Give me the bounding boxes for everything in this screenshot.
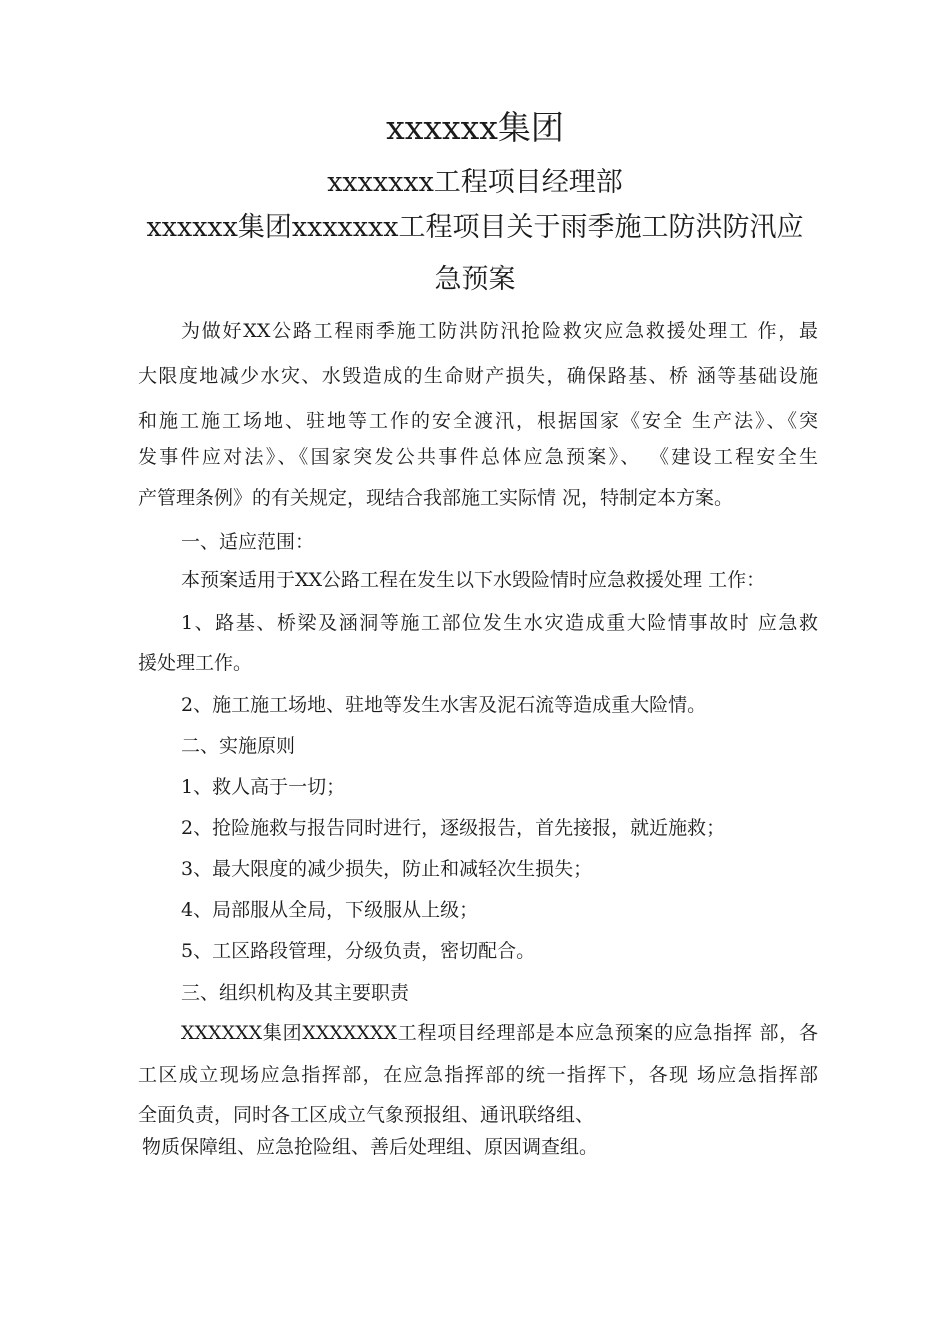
- principle-item: 2、抢险施救与报告同时进行，逐级报告，首先接报，就近施救；: [181, 817, 726, 839]
- intro-paragraph-line: 和施工施工场地、驻地等工作的安全渡汛，根据国家《安全 生产法》、《突: [138, 410, 818, 432]
- scope-item-line: 援处理工作。: [138, 652, 253, 674]
- scope-item-line: 1、路基、桥梁及涵洞等施工部位发生水灾造成重大险情事故时 应急救: [181, 612, 818, 634]
- principle-item: 3、最大限度的减少损失，防止和减轻次生损失；: [181, 858, 593, 880]
- principle-item: 5、工区路段管理，分级负责，密切配合。: [181, 940, 536, 962]
- intro-paragraph-line: 为做好XX公路工程雨季施工防洪防汛抢险救灾应急救援处理工 作，最: [181, 320, 818, 342]
- organization-paragraph-line: 工区成立现场应急指挥部，在应急指挥部的统一指挥下，各现 场应急指挥部: [138, 1064, 818, 1086]
- intro-paragraph-line: 大限度地减少水灾、水毁造成的生命财产损失，确保路基、桥 涵等基础设施: [138, 365, 818, 387]
- document-title-company: xxxxxx集团: [386, 108, 564, 147]
- principle-item: 4、局部服从全局，下级服从上级；: [181, 899, 479, 921]
- document-title-main-continued: 急预案: [434, 264, 516, 295]
- section-heading-principles: 二、实施原则: [181, 735, 296, 757]
- section-heading-organization: 三、组织机构及其主要职责: [181, 982, 410, 1004]
- intro-paragraph-line: 发事件应对法》、《国家突发公共事件总体应急预案》、 《建设工程安全生: [138, 446, 818, 468]
- principle-item: 1、救人高于一切；: [181, 776, 346, 798]
- organization-paragraph-line: 全面负责，同时各工区成立气象预报组、通讯联络组、: [138, 1104, 595, 1126]
- scope-item-line: 2、施工施工场地、驻地等发生水害及泥石流等造成重大险情。: [181, 694, 707, 716]
- organization-paragraph-line: XXXXXX集团XXXXXXX工程项目经理部是本应急预案的应急指挥 部，各: [181, 1022, 818, 1044]
- organization-paragraph-line: 物质保障组、应急抢险组、善后处理组、原因调查组。: [142, 1136, 599, 1158]
- scope-lead-text: 本预案适用于XX公路工程在发生以下水毁险情时应急救援处理 工作：: [181, 569, 766, 591]
- document-title-main: xxxxxx集团xxxxxxx工程项目关于雨季施工防洪防汛应: [146, 212, 804, 243]
- section-heading-scope: 一、适应范围：: [181, 531, 315, 553]
- intro-paragraph-line: 产管理条例》的有关规定，现结合我部施工实际情 况，特制定本方案。: [138, 487, 734, 509]
- document-title-department: xxxxxxx工程项目经理部: [327, 167, 623, 198]
